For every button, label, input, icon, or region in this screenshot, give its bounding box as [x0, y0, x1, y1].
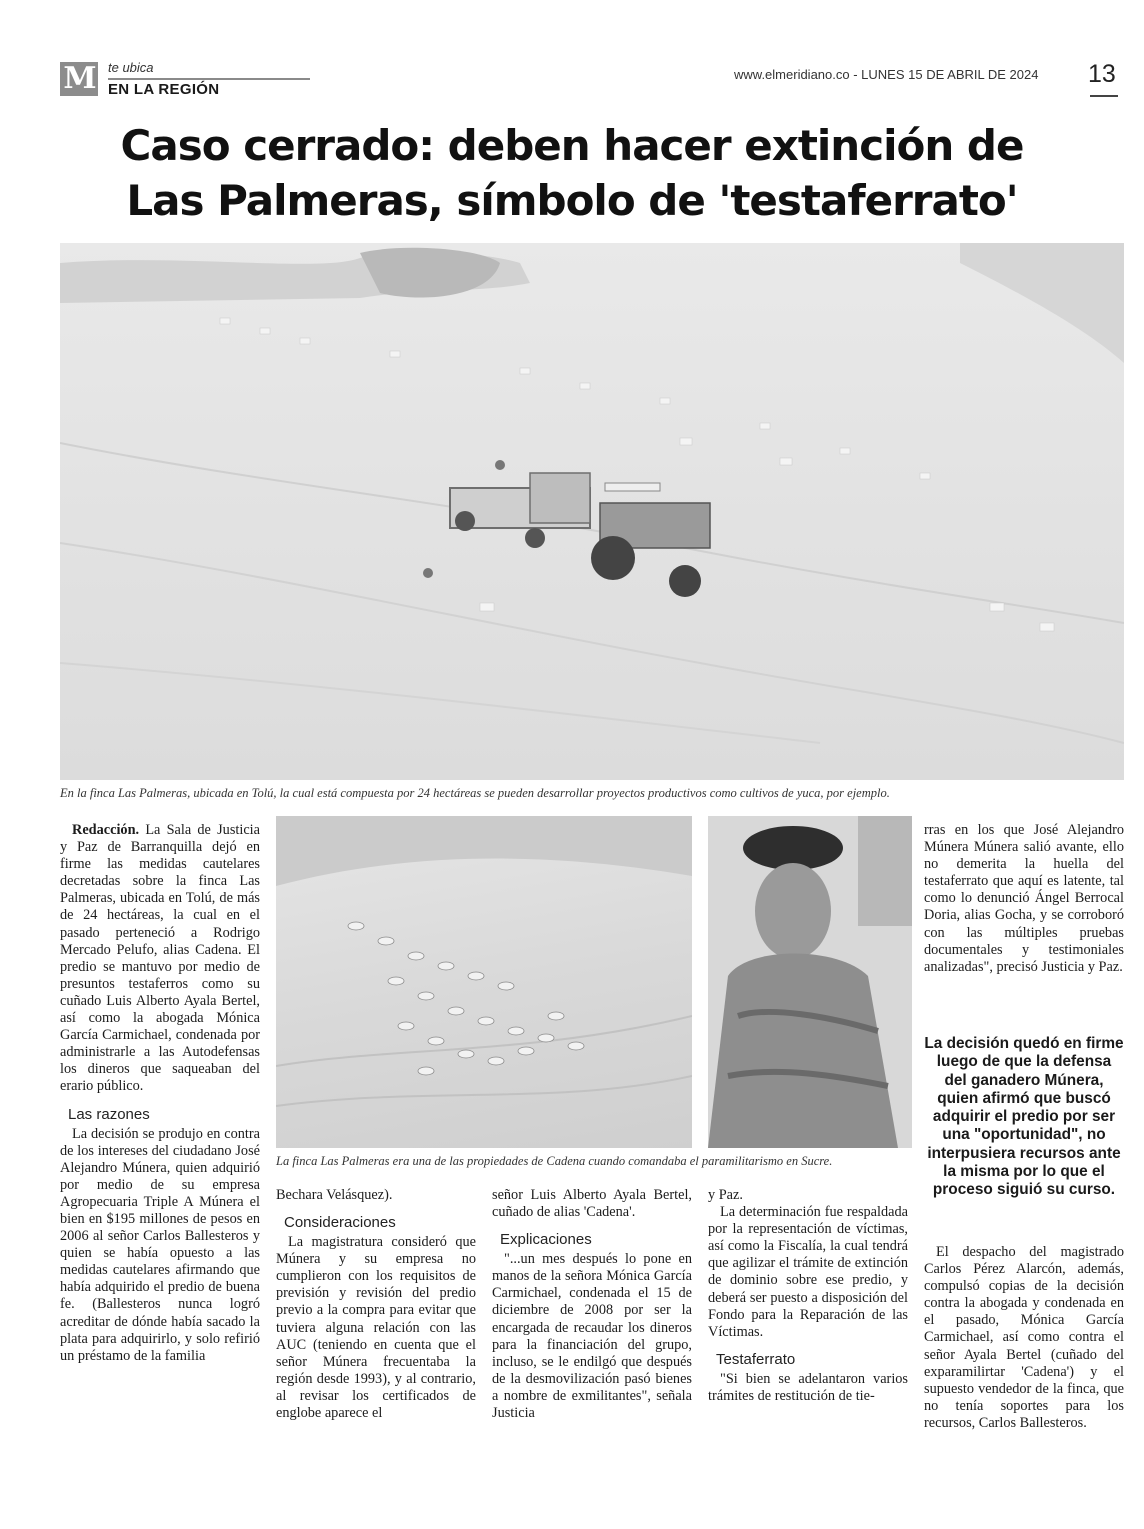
secondary-photo-caption: La finca Las Palmeras era una de las propiedades de Cadena cuando comandaba el paramilitarismo en Sucre.	[276, 1154, 833, 1168]
column-5-bottom	[924, 1244, 1124, 1432]
column-1	[60, 822, 260, 1365]
headline	[30, 118, 1114, 228]
tractor-and-trailer	[423, 460, 710, 597]
column-4	[708, 1187, 908, 1405]
column-3	[492, 1187, 692, 1422]
newspaper-logo: M	[60, 62, 98, 96]
testaferrato-continued: rras en los que José Alejandro Múnera Múnera salió avante, ello no demerita la huella del testaferrato que aquí es latente, tal como lo denunció Ángel Berrocal Doria, alias Gocha, y se corroboró con las múltiples pruebas documentales y testimoniales analizadas", precisó Justicia y Paz.	[924, 822, 1124, 975]
razones-continued: Bechara Velásquez).	[276, 1187, 393, 1203]
section-kicker: te ubica	[108, 60, 154, 75]
page-number-underline	[1090, 95, 1118, 97]
main-photo-caption: En la finca Las Palmeras, ubicada en Tolú, la cual está compuesta por 24 hectáreas se pueden desarrollar proyectos productivos como cultivos de yuca, por ejemplo.	[60, 786, 890, 800]
headline-line-2: Las Palmeras, símbolo de 'testaferrato'	[126, 176, 1018, 225]
cattle-illustration	[276, 816, 692, 1148]
subhead-consideraciones: Consideraciones	[284, 1214, 396, 1232]
section-name: EN LA REGIÓN	[108, 81, 220, 98]
headline-line-1: Caso cerrado: deben hacer extinción de	[120, 121, 1024, 170]
explicaciones-paragraph: "...un mes después lo pone en manos de la señora Mónica García Carmichael, condenada el 15 de diciembre de 2008 por ser la encargada de recaudar los dineros para la financiación del grupo, incluso, se le endilgó que después de la desmovilización pasó bienes a nombre de exmilitantes", señala Justicia	[492, 1251, 692, 1422]
determinacion-paragraph: La determinación fue respaldada por la representación de víctimas, así como la Fiscalía, la cual tendrá que agilizar el trámite de extinción de dominio sobre ese predio, y deberá ser puesto a disposición del Fondo para la Reparación de las Víctimas.	[708, 1204, 908, 1340]
portrait-photo	[708, 816, 912, 1148]
consideraciones-continued: señor Luis Alberto Ayala Bertel, cuñado de alias 'Cadena'.	[492, 1187, 692, 1221]
kicker-divider	[108, 78, 310, 80]
explicaciones-continued: y Paz.	[708, 1187, 743, 1203]
column-2	[276, 1187, 476, 1422]
subhead-explicaciones: Explicaciones	[500, 1231, 592, 1249]
despacho-paragraph: El despacho del magistrado Carlos Pérez Alarcón, además, compulsó copias de la decisión contra la abogada y condenada en el pasado, Mónica García Carmichael, así como contra el señor Ayala Bertel (cuñado del exparamilirtar 'Cadena') y el supuesto vendedor de la finca, que no tenía soportes para los recursos, Carlos Ballesteros.	[924, 1244, 1124, 1431]
main-photo-field-tractor	[60, 243, 1124, 780]
consideraciones-paragraph: La magistratura consideró que Múnera y su empresa no cumplieron con los requisitos de previsión y revisión del predio previo a la compra para evitar que tuviera alguna relación con las AUC (teniendo en cuenta que el señor Múnera frecuentaba la región desde 1993), y al contrario, al revisar los certificados de englobe aparece el	[276, 1234, 476, 1422]
site-and-date: www.elmeridiano.co - LUNES 15 DE ABRIL DE 2024	[734, 67, 1039, 82]
subhead-testaferrato: Testaferrato	[716, 1350, 796, 1368]
testaferrato-paragraph: "Si bien se adelantaron varios trámites de restitución de tie-	[708, 1370, 908, 1404]
aerial-cattle-photo	[276, 816, 692, 1148]
pull-quote: La decisión quedó en firme luego de que la defensa del ganadero Múnera, quien afirmó que buscó adquirir el predio por ser una "oportunidad", no interpusiera recursos ante la misma por lo que el proceso siguió su curso.	[924, 1035, 1124, 1199]
column-5-top	[924, 822, 1124, 976]
field-illustration	[60, 243, 1124, 780]
lead-text: La Sala de Justicia y Paz de Barranquilla dejó en firme las medidas cautelares decretadas sobre la finca Las Palmeras, ubicada en Tolú, de más de 24 hectáreas, la cual en el pasado perteneció a Rodrigo Mercado Pelufo, alias Cadena. El predio se mantuvo por medio de presuntos testaferros como su cuñado Luis Alberto Ayala Bertel, así como la abogada Mónica García Carmichael, condenada por administrarle a las Autodefensas los dineros que saqueaban del erario público.	[60, 822, 260, 1095]
razones-paragraph: La decisión se produjo en contra de los intereses del ciudadano José Alejandro Múnera, quien adquirió por medio de su empresa Agropecuaria Triple A Múnera el bien en $195 millones de pesos en 2006 al señor Carlos Ballesteros y quien se había opuesto a las medidas cautelares afirmando que había adquirido el predio de buena fe. (Ballesteros nunca logró acreditar de dónde había sacado la plata para adquirirlo, y solo refirió un préstamo de la familia	[60, 1125, 260, 1364]
page-number: 13	[1088, 60, 1116, 88]
subhead-razones: Las razones	[68, 1105, 150, 1123]
byline: Redacción.	[72, 822, 140, 838]
lead-paragraph	[60, 822, 260, 1096]
portrait-illustration	[708, 816, 912, 1148]
